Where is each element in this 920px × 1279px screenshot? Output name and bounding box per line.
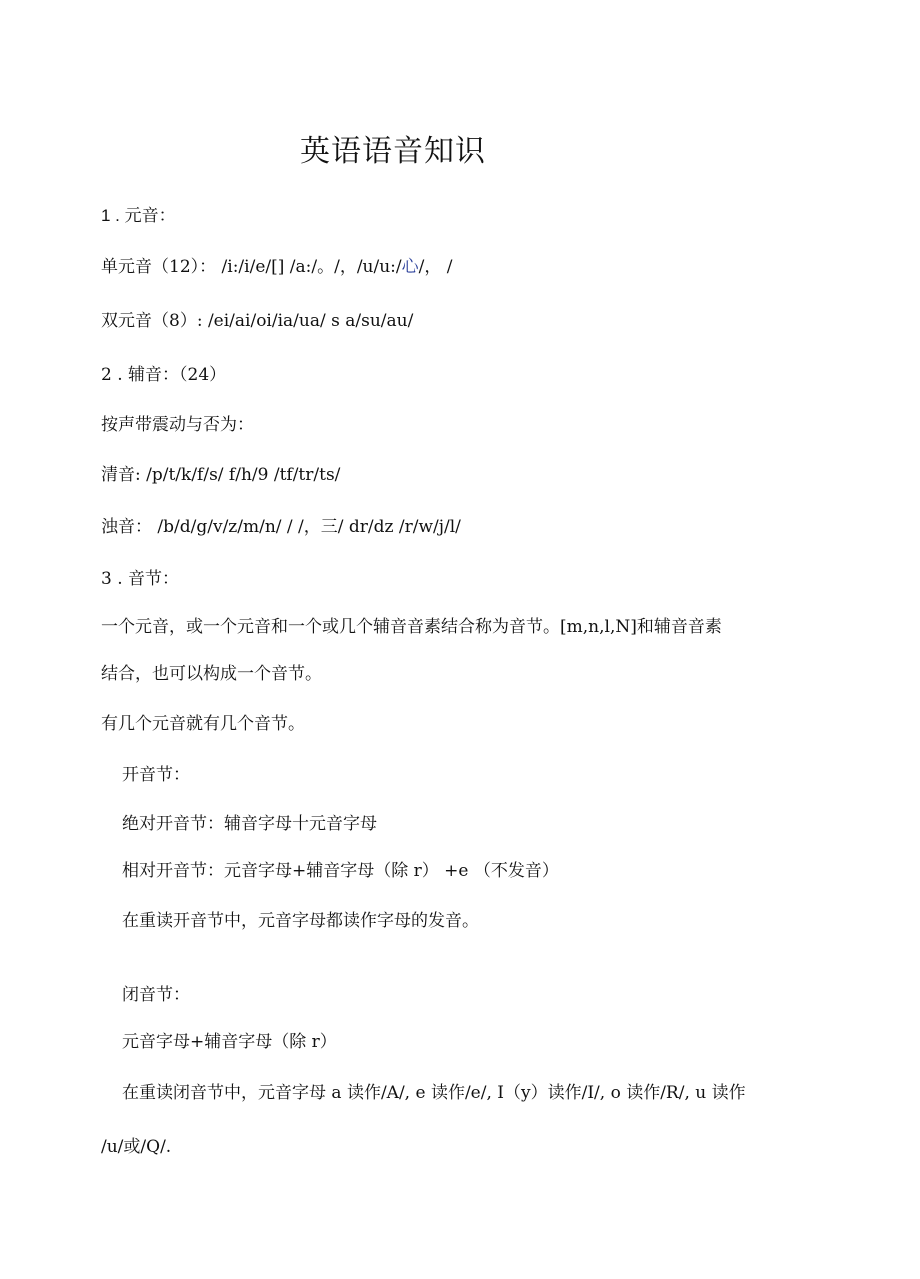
closed-syllable-note-line-2: /u/或/Q/. <box>101 1137 172 1157</box>
section-3-heading: 3 . 音节： <box>101 569 180 589</box>
monophthongs-text: 单元音（12）： /i:/i/e/[] /a:/。/，/u/u:/ <box>101 257 402 277</box>
absolute-open-syllable-line: 绝对开音节：辅音字母十元音字母 <box>122 814 377 834</box>
closed-syllable-note-line-1: 在重读闭音节中，元音字母 a 读作/A/, e 读作/e/, I（y）读作/I/, o 读作/R/, u 读作 <box>122 1083 746 1103</box>
open-syllable-note-line: 在重读开音节中，元音字母都读作字母的发音。 <box>122 911 479 931</box>
open-syllable-heading: 开音节： <box>122 765 190 785</box>
syllable-definition-line-1: 一个元音，或一个元音和一个或几个辅音音素结合称为音节。[m,n,l,N]和辅音音素 <box>101 617 722 637</box>
section-1-heading: 1 . 元音： <box>101 206 176 225</box>
closed-syllable-heading: 闭音节： <box>122 985 190 1005</box>
diphthongs-line: 双元音（8）: /ei/ai/oi/ia/ua/ s a/su/au/ <box>101 311 414 331</box>
page-title: 英语语音知识 <box>300 134 486 169</box>
monophthongs-symbol: 心 <box>401 257 419 277</box>
monophthongs-line <box>101 255 453 279</box>
syllable-definition-line-2: 结合，也可以构成一个音节。 <box>101 664 322 684</box>
voiced-line: 浊音： /b/d/g/v/z/m/n/ / /，三/ dr/dz /r/w/j/l/ <box>101 517 461 537</box>
relative-open-syllable-line: 相对开音节：元音字母+辅音字母（除 r） +e （不发音） <box>122 861 559 881</box>
syllable-rule-line: 有几个元音就有几个音节。 <box>101 714 305 734</box>
section-2-heading: 2 . 辅音：（24） <box>101 365 227 385</box>
closed-syllable-definition-line: 元音字母+辅音字母（除 r） <box>122 1032 337 1052</box>
voicing-line: 按声带震动与否为： <box>101 415 254 435</box>
monophthongs-tail: /， / <box>418 257 453 277</box>
voiceless-line: 清音: /p/t/k/f/s/ f/h/9 /tf/tr/ts/ <box>101 465 341 485</box>
